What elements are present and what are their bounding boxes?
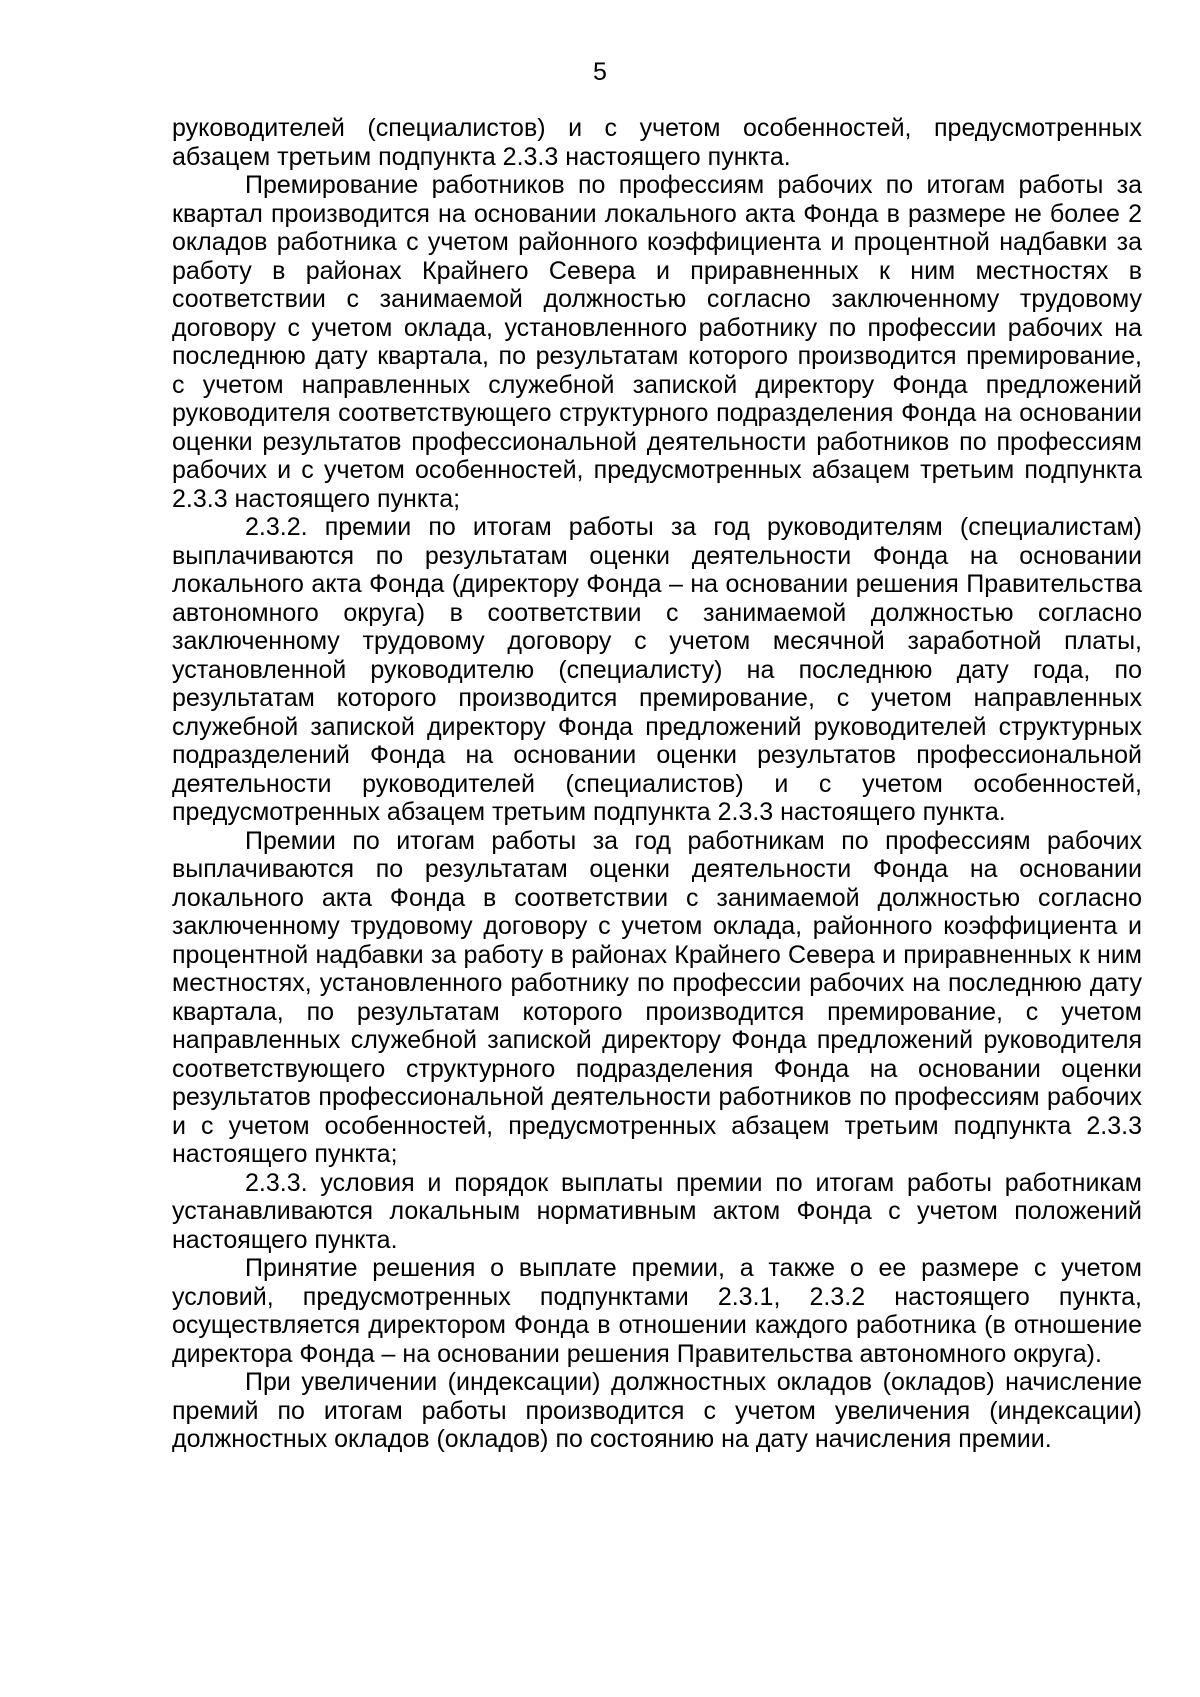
paragraph-salary-indexation: При увеличении (индексации) должностных окладов (окладов) начисление премий по итогам работы производится с учетом увеличения (индексации) должностных окладов (окладов) по состоянию на дату начисления премии. [172,1368,1142,1453]
paragraph-annual-bonus-workers: Премии по итогам работы за год работникам по профессиям рабочих выплачиваются по результатам оценки деятельности Фонда на основании локального акта Фонда в соответствии с занимаемой должностью согласно заключенному трудовому договору с учетом оклада, районного коэффициента и процентной надбавки за работу в районах Крайнего Севера и приравненных к ним местностях, установленного работнику по профессии рабочих на последнюю дату квартала, по результатам которого производится премирование, с учетом направленных служебной запиской директору Фонда предложений руководителя соответствующего структурного подразделения Фонда на основании оценки результатов профессиональной деятельности работников по профессиям рабочих и с учетом особенностей, предусмотренных абзацем третьим подпункта 2.3.3 настоящего пункта; [172,826,1142,1168]
paragraph-2-3-2: 2.3.2. премии по итогам работы за год руководителям (специалистам) выплачиваются по результатам оценки деятельности Фонда на основании локального акта Фонда (директору Фонда – на основании решения Правительства автономного округа) в соответствии с занимаемой должностью согласно заключенному трудовому договору с учетом месячной заработной платы, установленной руководителю (специалисту) на последнюю дату года, по результатам которого производится премирование, с учетом направленных служебной запиской директору Фонда предложений руководителей структурных подразделений Фонда на основании оценки результатов профессиональной деятельности руководителей (специалистов) и с учетом особенностей, предусмотренных абзацем третьим подпункта 2.3.3 настоящего пункта. [172,513,1142,826]
paragraph-continuation: руководителей (специалистов) и с учетом особенностей, предусмотренных абзацем третьим подпункта 2.3.3 настоящего пункта. [172,114,1142,171]
page-number: 5 [593,58,607,86]
paragraph-quarterly-bonus-workers: Премирование работников по профессиям рабочих по итогам работы за квартал производится на основании локального акта Фонда в размере не более 2 окладов работника с учетом районного коэффициента и процентной надбавки за работу в районах Крайнего Севера и приравненных к ним местностях в соответствии с занимаемой должностью согласно заключенному трудовому договору с учетом оклада, установленного работнику по профессии рабочих на последнюю дату квартала, по результатам которого производится премирование, с учетом направленных служебной запиской директору Фонда предложений руководителя соответствующего структурного подразделения Фонда на основании оценки результатов профессиональной деятельности работников по профессиям рабочих и с учетом особенностей, предусмотренных абзацем третьим подпункта 2.3.3 настоящего пункта; [172,171,1142,513]
paragraph-2-3-3: 2.3.3. условия и порядок выплаты премии по итогам работы работникам устанавливаются локальным нормативным актом Фонда с учетом положений настоящего пункта. [172,1168,1142,1254]
document-body [172,114,1142,1454]
paragraph-bonus-decision: Принятие решения о выплате премии, а также о ее размере с учетом условий, предусмотренных подпунктами 2.3.1, 2.3.2 настоящего пункта, осуществляется директором Фонда в отношении каждого работника (в отношение директора Фонда – на основании решения Правительства автономного округа). [172,1254,1142,1368]
